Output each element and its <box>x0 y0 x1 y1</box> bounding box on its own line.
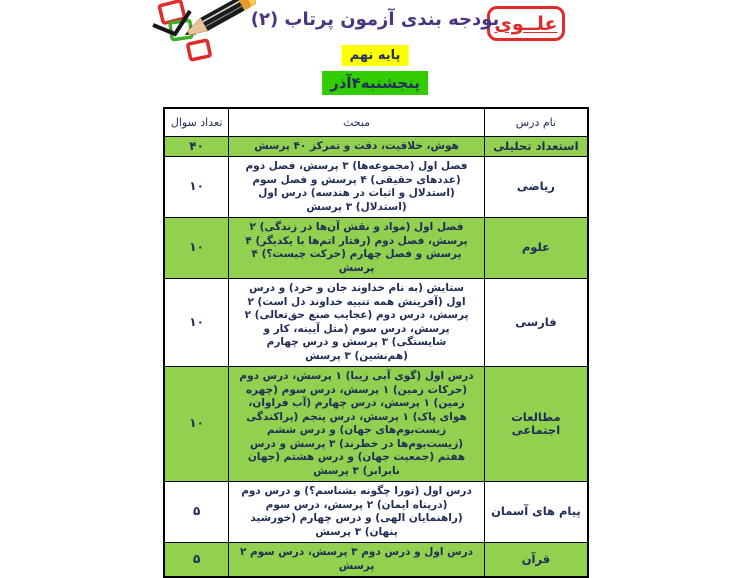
question-count: ۱۰ <box>164 367 229 482</box>
table-row <box>164 157 588 218</box>
question-count: ۵ <box>164 482 229 543</box>
topic-cell: فصل اول (مجموعه‌ها) ۳ پرسش، فصل دوم (عددهای حقیقی) ۴ پرسش و فصل سوم (استدلال و اثبات در هندسه) درس اول (استدلال) ۳ پرسش <box>229 157 485 218</box>
topic-cell: هوش، خلاقیت، دقت و تمرکز ۴۰ پرسش <box>229 136 485 157</box>
alavi-logo-text: علــوی <box>494 12 558 35</box>
topic-cell: فصل اول (مواد و نقش آن‌ها در زندگی) ۲ پرسش، فصل دوم (رفتار اتم‌ها با یکدیگر) ۴ پرسش و فصل چهارم (حرکت چیست؟) ۴ پرسش <box>229 218 485 279</box>
table-row <box>164 136 588 157</box>
course-name: علوم <box>484 218 588 279</box>
table-row <box>164 543 588 578</box>
header-questions: تعداد سوال <box>164 108 229 136</box>
header-course: نام درس <box>484 108 588 136</box>
table-header-row <box>164 108 588 136</box>
table-row <box>164 482 588 543</box>
question-count: ۱۰ <box>164 157 229 218</box>
course-name: پیام های آسمان <box>484 482 588 543</box>
course-name: مطالعات اجتماعی <box>484 367 588 482</box>
page-title: بودجه بندی آزمون پرتاب (۲) <box>250 9 500 30</box>
question-count: ۴۰ <box>164 136 229 157</box>
date-badge: پنجشنبه۴آذر <box>322 71 428 95</box>
question-count: ۱۰ <box>164 218 229 279</box>
question-count: ۵ <box>164 543 229 578</box>
grade-badge: پایه نهم <box>342 45 409 66</box>
topic-cell: ستایش (به نام خداوند جان و خرد) و درس اول (آفرینش همه تنبیه خداوند دل است) ۲ پرسش، درس دوم (عجایب صنع حق‌تعالی) ۲ پرسش، درس سوم (مثل آیینه، کار و شایستگی) ۳ پرسش و درس چهارم (هم‌نشین) ۳ پرسش <box>229 279 485 367</box>
table-row <box>164 218 588 279</box>
topic-cell: درس اول (گوی آبی زیبا) ۱ پرسش، درس دوم (حرکات زمین) ۱ پرسش، درس سوم (چهره زمین) ۱ پرسش، درس چهارم (آب فراوان، هوای پاک) ۱ پرسش، درس پنجم (پراکندگی زیست‌بوم‌های جهان) و درس ششم (زیست‌بوم‌ها در خطرند) ۳ پرسش و درس هفتم (جمعیت جهان) و درس هشتم (جهان نابرابر) ۳ پرسش <box>229 367 485 482</box>
table-row <box>164 367 588 482</box>
table-row <box>164 279 588 367</box>
course-name: ریاضی <box>484 157 588 218</box>
course-name: استعداد تحلیلی <box>484 136 588 157</box>
course-name: فارسی <box>484 279 588 367</box>
topic-cell: درس اول و درس دوم ۳ پرسش، درس سوم ۲ پرسش <box>229 543 485 578</box>
course-name: قرآن <box>484 543 588 578</box>
topic-cell: درس اول (تورا چگونه بشناسم؟) و درس دوم (درپناه ایمان) ۲ پرسش، درس سوم (راهنمایان الهی) و درس چهارم (خورشید پنهان) ۳ پرسش <box>229 482 485 543</box>
header-topic: مبحث <box>229 108 485 136</box>
question-count: ۱۰ <box>164 279 229 367</box>
exam-budget-table <box>163 107 589 578</box>
